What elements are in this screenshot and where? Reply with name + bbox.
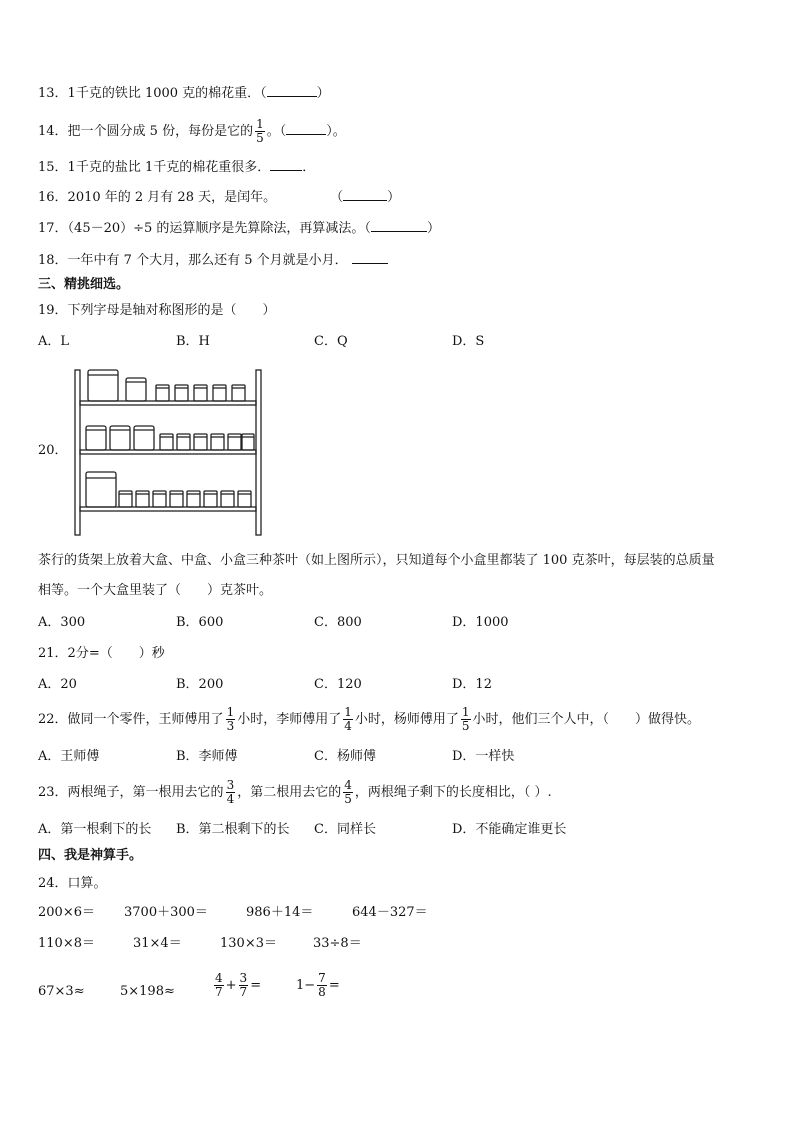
question-24 bbox=[38, 875, 107, 893]
q22-number: 22． bbox=[38, 712, 68, 727]
calc-r3-4-frac bbox=[317, 972, 327, 999]
calc-r3-3-d2: 7 bbox=[239, 985, 248, 999]
q20-option-a[interactable]: A．300 bbox=[38, 615, 86, 630]
q21-number: 21． bbox=[38, 646, 68, 661]
shelf-post-right bbox=[256, 370, 261, 535]
calc-r1-1[interactable]: 200×6＝ bbox=[38, 905, 95, 920]
calc-r3-3[interactable] bbox=[212, 972, 261, 999]
q14-answer-blank[interactable] bbox=[286, 121, 326, 135]
question-21 bbox=[38, 645, 165, 663]
calc-r3-4-n: 7 bbox=[318, 971, 326, 985]
q22-fraction-2 bbox=[343, 706, 353, 733]
question-13 bbox=[38, 83, 330, 103]
section-3-heading: 三、精挑细选。 bbox=[38, 277, 130, 292]
q23-number: 23． bbox=[38, 785, 68, 800]
q23-text-1: 两根绳子，第一根用去它的 bbox=[67, 785, 224, 800]
q20-paragraph bbox=[38, 546, 758, 606]
q22-option-a[interactable]: A．王师傅 bbox=[38, 749, 100, 764]
calc-r1-2[interactable]: 3700＋300＝ bbox=[124, 905, 208, 920]
shelf-1-boxes bbox=[88, 370, 245, 401]
shelf-3-boxes bbox=[86, 472, 251, 507]
tea-shelf-figure bbox=[70, 360, 270, 538]
q18-number: 18． bbox=[38, 253, 68, 268]
q22-f1-num: 1 bbox=[226, 705, 235, 719]
calc-r3-3-frac-2 bbox=[239, 972, 249, 999]
calc-r3-3-n1: 4 bbox=[215, 971, 223, 985]
calc-r3-3-n2: 3 bbox=[239, 971, 248, 985]
q20-option-c[interactable]: C．800 bbox=[314, 615, 362, 630]
calc-r3-3-eq: = bbox=[250, 978, 262, 993]
q16-open: （ bbox=[330, 190, 344, 205]
q20-line-1: 茶行的货架上放着大盒、中盒、小盒三种茶叶（如上图所示），只知道每个小盒里都装了 100 克茶叶，每层装的总质量 bbox=[38, 553, 715, 568]
q13-answer-blank[interactable] bbox=[267, 83, 317, 97]
q24-number: 24． bbox=[38, 876, 68, 891]
shelf-post-left bbox=[75, 370, 80, 535]
q21-option-a[interactable]: A．20 bbox=[38, 677, 77, 692]
q22-f3-den: 5 bbox=[461, 719, 470, 733]
calc-r1-4[interactable]: 644－327＝ bbox=[352, 905, 428, 920]
q19-number: 19． bbox=[38, 303, 68, 318]
q22-f3-num: 1 bbox=[461, 705, 470, 719]
q21-text: 2分=（ ）秒 bbox=[67, 646, 165, 661]
q23-text-3: ，两根绳子剩下的长度相比，（ ）. bbox=[354, 785, 552, 800]
q20-number: 20． bbox=[38, 443, 68, 458]
q20-option-d[interactable]: D．1000 bbox=[452, 615, 509, 630]
calc-r1-3[interactable]: 986＋14＝ bbox=[246, 905, 314, 920]
q15-end: ． bbox=[302, 160, 316, 175]
q19-text: 下列字母是轴对称图形的是（ ） bbox=[67, 303, 276, 318]
q19-option-b[interactable]: B．H bbox=[176, 334, 210, 349]
q19-option-d[interactable]: D．S bbox=[452, 334, 485, 349]
question-23 bbox=[38, 779, 552, 806]
q23-f2-num: 4 bbox=[344, 778, 352, 792]
q21-option-c[interactable]: C．120 bbox=[314, 677, 362, 692]
q22-f2-den: 4 bbox=[344, 719, 352, 733]
q22-option-d[interactable]: D．一样快 bbox=[452, 749, 515, 764]
q24-text: 口算。 bbox=[67, 876, 107, 891]
q23-fraction-2 bbox=[343, 779, 353, 806]
question-19 bbox=[38, 302, 276, 320]
q19-option-a[interactable]: A．L bbox=[38, 334, 70, 349]
q22-text-2: 小时，李师傅用了 bbox=[237, 712, 342, 727]
q23-f1-num: 3 bbox=[226, 778, 235, 792]
q17-number: 17． bbox=[38, 221, 68, 236]
q20-line-2: 相等。一个大盒里装了（ ）克茶叶。 bbox=[38, 583, 273, 598]
calc-r2-2[interactable]: 31×4＝ bbox=[133, 936, 182, 951]
question-14 bbox=[38, 118, 346, 145]
q14-number: 14． bbox=[38, 124, 68, 139]
q15-text: 1千克的盐比 1千克的棉花重很多． bbox=[67, 160, 271, 175]
q22-fraction-3 bbox=[461, 706, 471, 733]
calc-r3-1[interactable]: 67×3≈ bbox=[38, 984, 85, 999]
calc-r3-4-pre: 1− bbox=[296, 978, 316, 993]
q13-number: 13． bbox=[38, 86, 68, 101]
q14-fraction bbox=[255, 118, 265, 145]
calc-r3-4-eq: = bbox=[328, 978, 340, 993]
calc-r3-3-frac-1 bbox=[214, 972, 224, 999]
q17-answer-blank[interactable] bbox=[371, 218, 427, 232]
q22-text-4: 小时，他们三个人中，（ ）做得快。 bbox=[472, 712, 701, 727]
calc-r3-4[interactable] bbox=[296, 972, 340, 999]
q22-f2-num: 1 bbox=[344, 705, 352, 719]
q22-option-b[interactable]: B．李师傅 bbox=[176, 749, 238, 764]
q16-close: ） bbox=[387, 190, 401, 205]
q22-option-c[interactable]: C．杨师傅 bbox=[314, 749, 376, 764]
q14-close: ）。 bbox=[326, 124, 346, 139]
q14-post: 。（ bbox=[266, 124, 287, 139]
calc-r2-3[interactable]: 130×3＝ bbox=[220, 936, 277, 951]
question-17 bbox=[38, 218, 440, 238]
q13-close: ） bbox=[316, 86, 330, 101]
q13-text: 1千克的铁比 1000 克的棉花重．（ bbox=[67, 86, 267, 101]
q20-option-b[interactable]: B．600 bbox=[176, 615, 224, 630]
q23-f1-den: 4 bbox=[226, 792, 235, 806]
calc-r3-2[interactable]: 5×198≈ bbox=[120, 984, 175, 999]
question-22 bbox=[38, 706, 700, 733]
q16-answer-blank[interactable] bbox=[343, 187, 387, 201]
q23-option-c[interactable]: C．同样长 bbox=[314, 822, 376, 837]
q17-close: ） bbox=[426, 221, 440, 236]
q22-fraction-1 bbox=[226, 706, 236, 733]
q23-text-2: ，第二根用去它的 bbox=[237, 785, 342, 800]
q17-text: （45－20）÷5 的运算顺序是先算除法，再算减法。（ bbox=[67, 221, 371, 236]
q14-numerator: 1 bbox=[256, 117, 264, 131]
q16-number: 16． bbox=[38, 190, 68, 205]
question-15 bbox=[38, 157, 315, 177]
calc-r3-3-d1: 7 bbox=[215, 985, 223, 999]
section-4-heading: 四、我是神算手。 bbox=[38, 848, 143, 863]
q23-option-b[interactable]: B．第二根剩下的长 bbox=[176, 822, 290, 837]
q23-fraction-1 bbox=[226, 779, 236, 806]
q19-option-c[interactable]: C．Q bbox=[314, 334, 348, 349]
calc-r3-3-op: + bbox=[225, 978, 237, 993]
q21-option-b[interactable]: B．200 bbox=[176, 677, 224, 692]
q18-text: 一年中有 7 个大月，那么还有 5 个月就是小月． bbox=[67, 253, 348, 268]
q23-option-a[interactable]: A．第一根剩下的长 bbox=[38, 822, 152, 837]
q23-option-d[interactable]: D．不能确定谁更长 bbox=[452, 822, 567, 837]
q15-number: 15． bbox=[38, 160, 68, 175]
calc-r2-1[interactable]: 110×8＝ bbox=[38, 936, 95, 951]
q14-denominator: 5 bbox=[256, 131, 264, 145]
shelf-2-boxes bbox=[86, 426, 254, 450]
calc-r3-4-d: 8 bbox=[318, 985, 326, 999]
q15-answer-blank[interactable] bbox=[270, 157, 302, 171]
q14-text: 把一个圆分成 5 份，每份是它的 bbox=[67, 124, 254, 139]
q16-text: 2010 年的 2 月有 28 天，是闰年。 bbox=[67, 190, 277, 205]
question-18 bbox=[38, 250, 388, 270]
q23-f2-den: 5 bbox=[344, 792, 352, 806]
q21-option-d[interactable]: D．12 bbox=[452, 677, 492, 692]
q22-text-1: 做同一个零件，王师傅用了 bbox=[67, 712, 224, 727]
q22-text-3: 小时，杨师傅用了 bbox=[354, 712, 459, 727]
q22-f1-den: 3 bbox=[226, 719, 235, 733]
question-16 bbox=[38, 187, 400, 207]
q18-answer-blank[interactable] bbox=[352, 250, 388, 264]
calc-r2-4[interactable]: 33÷8＝ bbox=[313, 936, 362, 951]
